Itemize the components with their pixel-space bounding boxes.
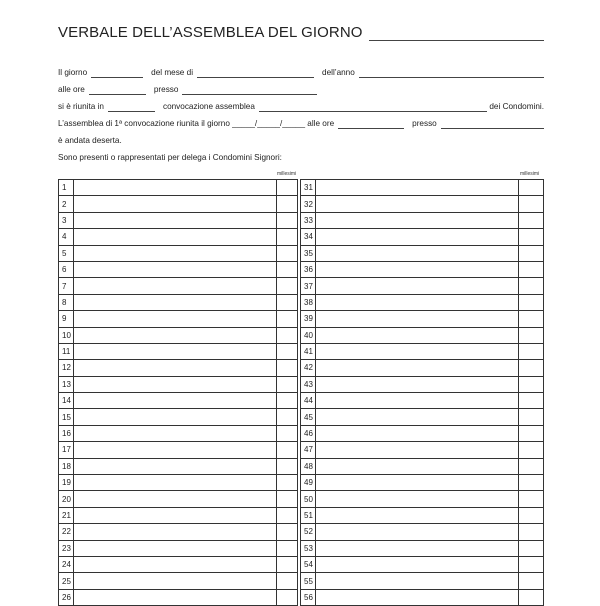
label-anno: dell’anno bbox=[322, 68, 355, 77]
millesimi-field[interactable] bbox=[277, 589, 298, 605]
millesimi-field[interactable] bbox=[519, 261, 544, 277]
millesimi-field[interactable] bbox=[277, 409, 298, 425]
row-number: 46 bbox=[301, 425, 316, 441]
millesimi-field[interactable] bbox=[277, 311, 298, 327]
condomino-name-field[interactable] bbox=[74, 573, 277, 589]
condomino-name-field[interactable] bbox=[316, 294, 519, 310]
title-text: VERBALE DELL’ASSEMBLEA DEL GIORNO bbox=[58, 24, 363, 41]
row-number: 37 bbox=[301, 278, 316, 294]
condomino-name-field[interactable] bbox=[74, 278, 277, 294]
millesimi-field[interactable] bbox=[277, 360, 298, 376]
millesimi-header-right: millesimi bbox=[520, 171, 540, 177]
field-mese[interactable] bbox=[197, 68, 314, 78]
millesimi-field[interactable] bbox=[519, 376, 544, 392]
condomino-name-field[interactable] bbox=[74, 311, 277, 327]
condomino-name-field[interactable] bbox=[74, 343, 277, 359]
condomino-name-field[interactable] bbox=[74, 475, 277, 491]
table-row bbox=[301, 376, 544, 392]
row-number: 32 bbox=[301, 196, 316, 212]
convocation-line bbox=[58, 98, 544, 112]
row-number: 26 bbox=[59, 589, 74, 605]
table-row bbox=[59, 425, 298, 441]
millesimi-field[interactable] bbox=[519, 180, 544, 196]
row-number: 19 bbox=[59, 475, 74, 491]
condomino-name-field[interactable] bbox=[74, 540, 277, 556]
field-presso[interactable] bbox=[182, 85, 317, 95]
millesimi-header-left: millesimi bbox=[277, 171, 297, 177]
table-row bbox=[59, 556, 298, 572]
label-giorno: Il giorno bbox=[58, 68, 88, 77]
field-anno[interactable] bbox=[359, 68, 544, 78]
table-row bbox=[301, 343, 544, 359]
title-date-field[interactable] bbox=[369, 28, 544, 41]
millesimi-field[interactable] bbox=[519, 327, 544, 343]
label-deserta: è andata deserta. bbox=[58, 136, 122, 145]
row-number: 41 bbox=[301, 343, 316, 359]
condomino-name-field[interactable] bbox=[316, 229, 519, 245]
millesimi-field[interactable] bbox=[277, 524, 298, 540]
label-presso: presso bbox=[153, 85, 179, 94]
row-number: 3 bbox=[59, 212, 74, 228]
condomino-name-field[interactable] bbox=[74, 556, 277, 572]
row-number: 10 bbox=[59, 327, 74, 343]
row-number: 52 bbox=[301, 524, 316, 540]
millesimi-field[interactable] bbox=[519, 507, 544, 523]
table-row bbox=[301, 540, 544, 556]
millesimi-field[interactable] bbox=[277, 556, 298, 572]
row-number: 14 bbox=[59, 393, 74, 409]
condomino-name-field[interactable] bbox=[74, 229, 277, 245]
millesimi-field[interactable] bbox=[519, 425, 544, 441]
table-row bbox=[59, 376, 298, 392]
row-number: 12 bbox=[59, 360, 74, 376]
row-number: 16 bbox=[59, 425, 74, 441]
millesimi-field[interactable] bbox=[519, 229, 544, 245]
row-number: 56 bbox=[301, 589, 316, 605]
condomino-name-field[interactable] bbox=[316, 245, 519, 261]
table-row bbox=[301, 409, 544, 425]
table-row bbox=[59, 261, 298, 277]
row-number: 31 bbox=[301, 180, 316, 196]
table-row bbox=[301, 442, 544, 458]
table-row bbox=[301, 311, 544, 327]
table-row bbox=[301, 196, 544, 212]
row-number: 48 bbox=[301, 458, 316, 474]
present-line bbox=[58, 149, 544, 163]
label-prima-convocazione: L’assemblea di 1ª convocazione riunita il giorno _____/_____/_____ alle ore bbox=[58, 119, 335, 128]
table-row bbox=[59, 180, 298, 196]
millesimi-field[interactable] bbox=[277, 458, 298, 474]
condomino-name-field[interactable] bbox=[316, 442, 519, 458]
table-row bbox=[59, 409, 298, 425]
condomino-name-field[interactable] bbox=[316, 573, 519, 589]
row-number: 44 bbox=[301, 393, 316, 409]
row-number: 50 bbox=[301, 491, 316, 507]
condomino-name-field[interactable] bbox=[74, 589, 277, 605]
millesimi-field[interactable] bbox=[277, 229, 298, 245]
table-row bbox=[301, 229, 544, 245]
label-condomini: dei Condomini. bbox=[489, 102, 544, 111]
condomino-name-field[interactable] bbox=[74, 261, 277, 277]
table-row bbox=[59, 229, 298, 245]
table-row bbox=[301, 589, 544, 605]
millesimi-field[interactable] bbox=[519, 540, 544, 556]
condomino-name-field[interactable] bbox=[74, 180, 277, 196]
condomino-name-field[interactable] bbox=[74, 294, 277, 310]
table-row bbox=[59, 294, 298, 310]
table-row bbox=[301, 556, 544, 572]
millesimi-field[interactable] bbox=[277, 261, 298, 277]
row-number: 23 bbox=[59, 540, 74, 556]
row-number: 24 bbox=[59, 556, 74, 572]
millesimi-field[interactable] bbox=[519, 393, 544, 409]
row-number: 45 bbox=[301, 409, 316, 425]
millesimi-field[interactable] bbox=[277, 475, 298, 491]
table-row bbox=[301, 294, 544, 310]
row-number: 53 bbox=[301, 540, 316, 556]
label-presso-prima: presso bbox=[412, 119, 437, 128]
condomino-name-field[interactable] bbox=[74, 212, 277, 228]
millesimi-field[interactable] bbox=[519, 475, 544, 491]
field-presso-prima[interactable] bbox=[441, 119, 544, 129]
document-title bbox=[58, 24, 544, 41]
table-row bbox=[59, 212, 298, 228]
millesimi-field[interactable] bbox=[277, 442, 298, 458]
condomino-name-field[interactable] bbox=[316, 343, 519, 359]
millesimi-field[interactable] bbox=[277, 376, 298, 392]
table-row bbox=[59, 507, 298, 523]
table-row bbox=[301, 245, 544, 261]
millesimi-field[interactable] bbox=[277, 294, 298, 310]
condomino-name-field[interactable] bbox=[74, 393, 277, 409]
millesimi-field[interactable] bbox=[519, 278, 544, 294]
condomino-name-field[interactable] bbox=[316, 475, 519, 491]
millesimi-field[interactable] bbox=[519, 442, 544, 458]
condomino-name-field[interactable] bbox=[316, 458, 519, 474]
label-mese: del mese di bbox=[151, 68, 194, 77]
millesimi-field[interactable] bbox=[277, 327, 298, 343]
millesimi-field[interactable] bbox=[519, 573, 544, 589]
condomino-name-field[interactable] bbox=[74, 458, 277, 474]
row-number: 15 bbox=[59, 409, 74, 425]
millesimi-field[interactable] bbox=[519, 294, 544, 310]
condomino-name-field[interactable] bbox=[316, 491, 519, 507]
table-row bbox=[59, 491, 298, 507]
row-number: 22 bbox=[59, 524, 74, 540]
condomino-name-field[interactable] bbox=[316, 278, 519, 294]
condomino-name-field[interactable] bbox=[74, 245, 277, 261]
table-row bbox=[59, 327, 298, 343]
date-line bbox=[58, 64, 544, 78]
table-row bbox=[301, 458, 544, 474]
millesimi-field[interactable] bbox=[519, 409, 544, 425]
row-number: 33 bbox=[301, 212, 316, 228]
row-number: 1 bbox=[59, 180, 74, 196]
row-number: 8 bbox=[59, 294, 74, 310]
row-number: 20 bbox=[59, 491, 74, 507]
row-number: 17 bbox=[59, 442, 74, 458]
row-number: 6 bbox=[59, 261, 74, 277]
table-row bbox=[301, 393, 544, 409]
table-row bbox=[301, 212, 544, 228]
millesimi-field[interactable] bbox=[519, 556, 544, 572]
row-number: 7 bbox=[59, 278, 74, 294]
millesimi-field[interactable] bbox=[519, 245, 544, 261]
label-ore: alle ore bbox=[58, 85, 85, 94]
condomino-name-field[interactable] bbox=[316, 327, 519, 343]
row-number: 40 bbox=[301, 327, 316, 343]
millesimi-field[interactable] bbox=[277, 507, 298, 523]
condomino-name-field[interactable] bbox=[316, 360, 519, 376]
millesimi-field[interactable] bbox=[277, 245, 298, 261]
row-number: 43 bbox=[301, 376, 316, 392]
millesimi-field[interactable] bbox=[277, 180, 298, 196]
condomino-name-field[interactable] bbox=[74, 425, 277, 441]
condomino-name-field[interactable] bbox=[316, 196, 519, 212]
field-ore-prima[interactable] bbox=[338, 119, 404, 129]
millesimi-field[interactable] bbox=[519, 524, 544, 540]
table-row bbox=[301, 425, 544, 441]
millesimi-field[interactable] bbox=[277, 491, 298, 507]
table-row bbox=[59, 573, 298, 589]
millesimi-field[interactable] bbox=[277, 196, 298, 212]
table-row bbox=[59, 442, 298, 458]
condomino-name-field[interactable] bbox=[316, 393, 519, 409]
condomino-name-field[interactable] bbox=[316, 409, 519, 425]
row-number: 39 bbox=[301, 311, 316, 327]
millesimi-field[interactable] bbox=[277, 393, 298, 409]
row-number: 2 bbox=[59, 196, 74, 212]
millesimi-field[interactable] bbox=[519, 458, 544, 474]
deserted-line bbox=[58, 132, 544, 146]
millesimi-field[interactable] bbox=[277, 278, 298, 294]
field-ore[interactable] bbox=[89, 85, 146, 95]
millesimi-field[interactable] bbox=[519, 343, 544, 359]
condomino-name-field[interactable] bbox=[316, 261, 519, 277]
condomino-name-field[interactable] bbox=[316, 524, 519, 540]
millesimi-field[interactable] bbox=[277, 343, 298, 359]
row-number: 5 bbox=[59, 245, 74, 261]
table-row bbox=[59, 343, 298, 359]
condomino-name-field[interactable] bbox=[74, 327, 277, 343]
table-row bbox=[301, 278, 544, 294]
field-convocazione[interactable] bbox=[259, 102, 487, 112]
millesimi-field[interactable] bbox=[519, 360, 544, 376]
condomino-name-field[interactable] bbox=[74, 409, 277, 425]
table-row bbox=[301, 507, 544, 523]
millesimi-field[interactable] bbox=[519, 196, 544, 212]
attendees-table-left bbox=[58, 179, 298, 606]
condomino-name-field[interactable] bbox=[316, 425, 519, 441]
row-number: 35 bbox=[301, 245, 316, 261]
table-row bbox=[59, 524, 298, 540]
millesimi-field[interactable] bbox=[277, 212, 298, 228]
row-number: 49 bbox=[301, 475, 316, 491]
table-row bbox=[59, 475, 298, 491]
row-number: 55 bbox=[301, 573, 316, 589]
condomino-name-field[interactable] bbox=[316, 212, 519, 228]
millesimi-field[interactable] bbox=[519, 491, 544, 507]
attendees-table-right bbox=[300, 179, 544, 606]
condomino-name-field[interactable] bbox=[74, 360, 277, 376]
table-row bbox=[59, 589, 298, 605]
label-convocazione: convocazione assemblea bbox=[162, 102, 255, 111]
row-number: 42 bbox=[301, 360, 316, 376]
table-row bbox=[59, 458, 298, 474]
label-presenti: Sono presenti o rappresentati per delega i Condomini Signori: bbox=[58, 153, 282, 162]
millesimi-field[interactable] bbox=[277, 540, 298, 556]
millesimi-field[interactable] bbox=[519, 589, 544, 605]
table-row bbox=[301, 475, 544, 491]
row-number: 36 bbox=[301, 261, 316, 277]
row-number: 38 bbox=[301, 294, 316, 310]
table-row bbox=[59, 540, 298, 556]
condomino-name-field[interactable] bbox=[74, 196, 277, 212]
field-convocazione-numero[interactable] bbox=[108, 102, 155, 112]
field-giorno[interactable] bbox=[91, 68, 143, 78]
label-riunita: si è riunita in bbox=[58, 102, 104, 111]
table-row bbox=[301, 573, 544, 589]
condomino-name-field[interactable] bbox=[316, 507, 519, 523]
millesimi-field[interactable] bbox=[277, 573, 298, 589]
row-number: 47 bbox=[301, 442, 316, 458]
millesimi-field[interactable] bbox=[519, 212, 544, 228]
row-number: 4 bbox=[59, 229, 74, 245]
row-number: 13 bbox=[59, 376, 74, 392]
table-row bbox=[59, 393, 298, 409]
row-number: 18 bbox=[59, 458, 74, 474]
table-row bbox=[59, 311, 298, 327]
row-number: 25 bbox=[59, 573, 74, 589]
row-number: 34 bbox=[301, 229, 316, 245]
condomino-name-field[interactable] bbox=[316, 376, 519, 392]
time-place-line bbox=[58, 81, 544, 95]
condomino-name-field[interactable] bbox=[74, 376, 277, 392]
first-convocation-line bbox=[58, 115, 544, 129]
table-row bbox=[301, 261, 544, 277]
table-row bbox=[59, 360, 298, 376]
condomino-name-field[interactable] bbox=[316, 589, 519, 605]
millesimi-field[interactable] bbox=[519, 311, 544, 327]
condomino-name-field[interactable] bbox=[74, 491, 277, 507]
condomino-name-field[interactable] bbox=[316, 180, 519, 196]
row-number: 51 bbox=[301, 507, 316, 523]
condomino-name-field[interactable] bbox=[74, 524, 277, 540]
row-number: 9 bbox=[59, 311, 74, 327]
table-row bbox=[59, 196, 298, 212]
condomino-name-field[interactable] bbox=[316, 556, 519, 572]
table-row bbox=[59, 245, 298, 261]
table-row bbox=[301, 360, 544, 376]
condomino-name-field[interactable] bbox=[316, 540, 519, 556]
table-row bbox=[301, 491, 544, 507]
row-number: 21 bbox=[59, 507, 74, 523]
condomino-name-field[interactable] bbox=[74, 507, 277, 523]
table-row bbox=[301, 524, 544, 540]
table-row bbox=[59, 278, 298, 294]
table-row bbox=[301, 327, 544, 343]
condomino-name-field[interactable] bbox=[74, 442, 277, 458]
condomino-name-field[interactable] bbox=[316, 311, 519, 327]
table-row bbox=[301, 180, 544, 196]
row-number: 11 bbox=[59, 343, 74, 359]
row-number: 54 bbox=[301, 556, 316, 572]
millesimi-field[interactable] bbox=[277, 425, 298, 441]
